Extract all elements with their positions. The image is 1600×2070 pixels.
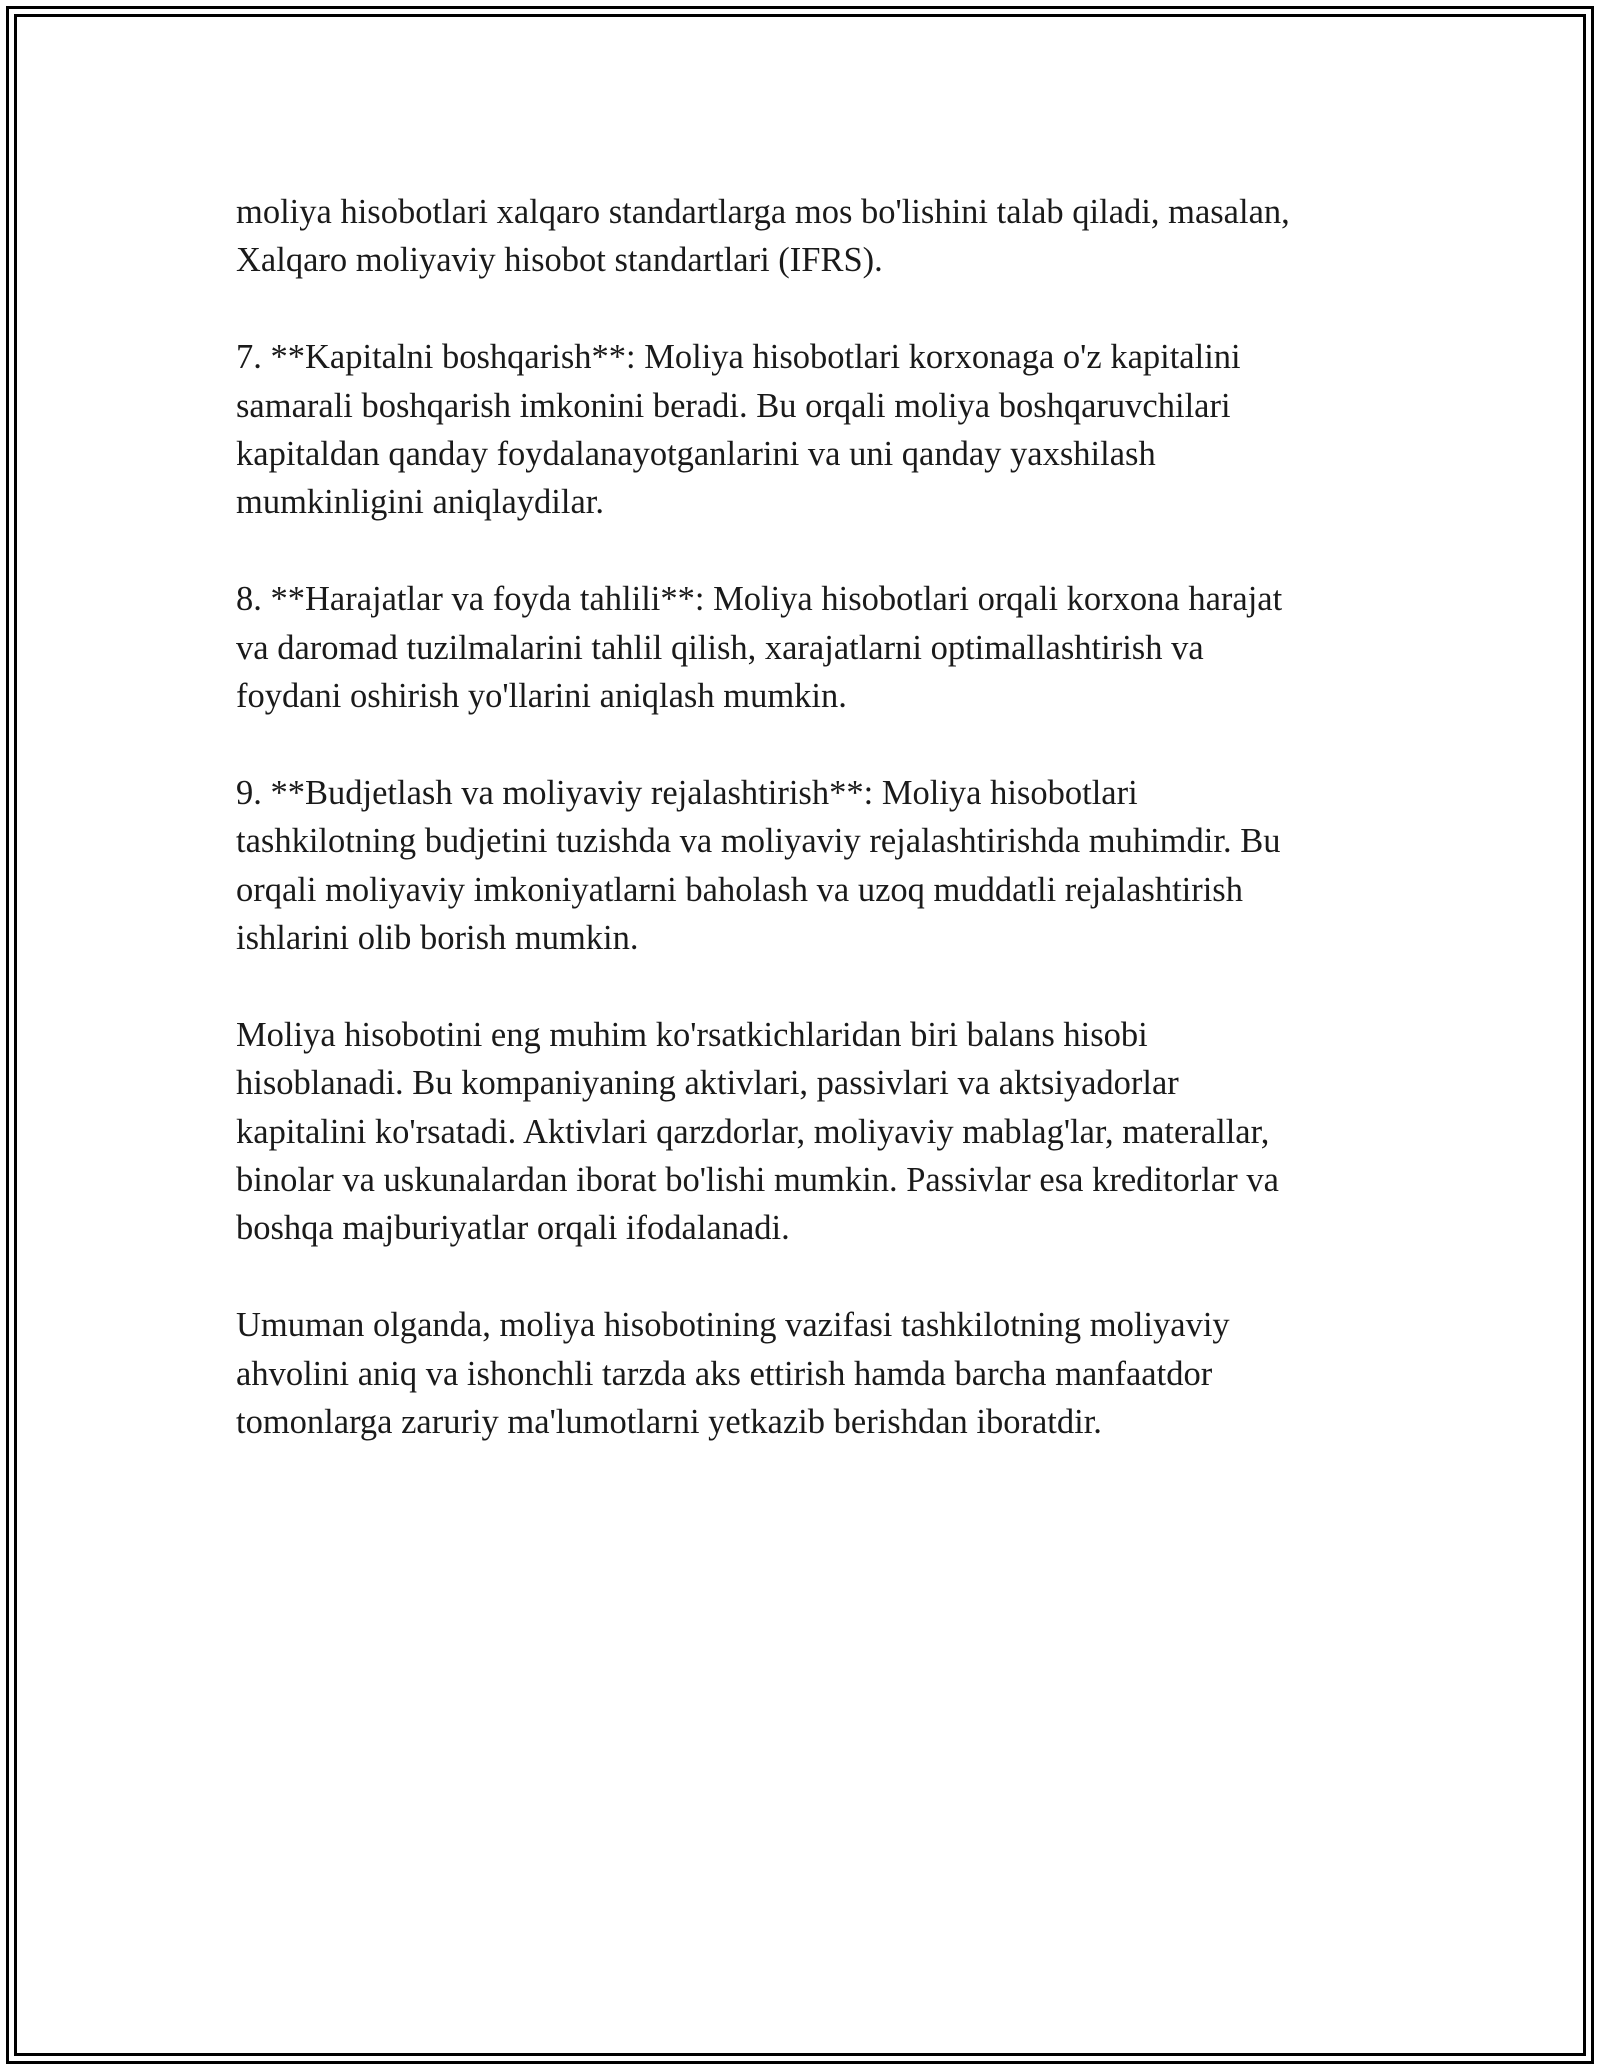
paragraph-capital-management: 7. **Kapitalni boshqarish**: Moliya hisobotlari korxonaga o'z kapitalini samarali boshqarish imkonini beradi. Bu orqali moliya boshqaruvchilari kapitaldan qanday foydalanayotganlarini va uni qanday yaxshilash mumkinligini aniqlaydilar. (236, 338, 1241, 522)
paragraph-budgeting-planning: 9. **Budjetlash va moliyaviy rejalashtirish**: Moliya hisobotlari tashkilotning budjetini tuzishda va moliyaviy rejalashtirishda muhimdir. Bu orqali moliyaviy imkoniyatlarni baholash va uzoq muddatli rejalashtirish ishlarini olib borish mumkin. (236, 773, 1281, 958)
paragraph-balance-sheet: Moliya hisobotini eng muhim ko'rsatkichlaridan biri balans hisobi hisoblanadi. Bu kompaniyaning aktivlari, passivlari va aktsiyadorlar kapitalini ko'rsatadi. Aktivlari qarzdorlar, moliyaviy mablag'lar, materallar, binolar va uskunalardan iborat bo'lishi mumkin. Passivlar esa kreditorlar va boshqa majburiyatlar orqali ifodalanadi. (236, 1015, 1279, 1248)
paragraph-ifrs-continuation: moliya hisobotlari xalqaro standartlarga mos bo'lishini talab qiladi, masalan, Xalqaro moliyaviy hisobot standartlari (IFRS). (236, 193, 1290, 280)
document-body (236, 188, 1366, 1495)
paragraph-conclusion: Umuman olganda, moliya hisobotining vazifasi tashkilotning moliyaviy ahvolini aniq va ishonchli tarzda aks ettirish hamda barcha manfaatdor tomonlarga zaruriy ma'lumotlarni yetkazib berishdan iboratdir. (236, 1306, 1230, 1442)
paragraph-cost-profit-analysis: 8. **Harajatlar va foyda tahlili**: Moliya hisobotlari orqali korxona harajat va daromad tuzilmalarini tahlil qilish, xarajatlarni optimallashtirish va foydani oshirish yo'llarini aniqlash mumkin. (236, 580, 1283, 716)
